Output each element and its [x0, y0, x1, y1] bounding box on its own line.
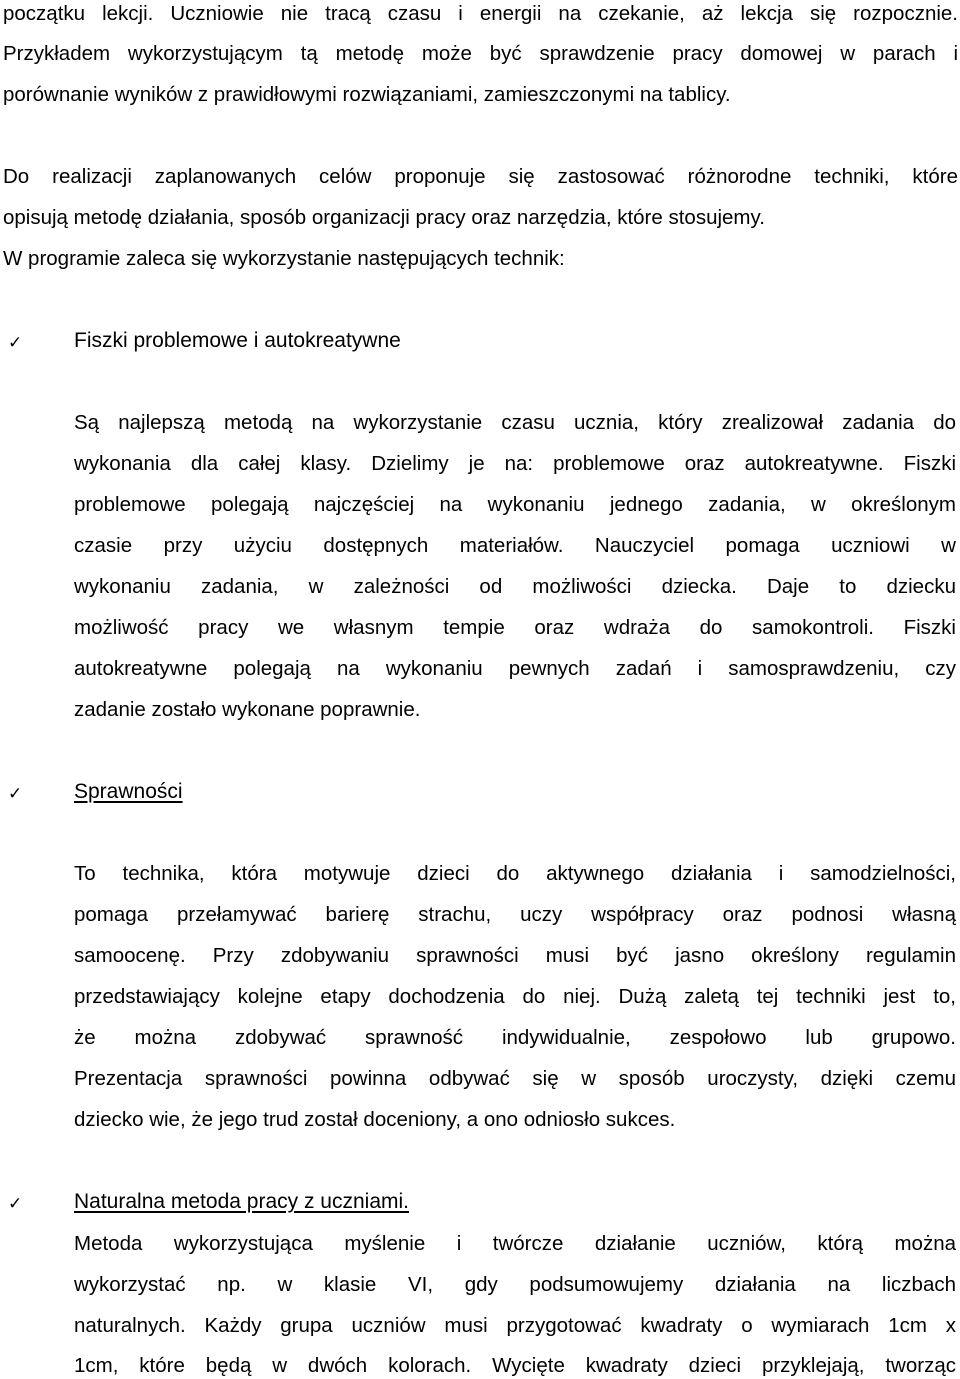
checkmark-icon: ✓ [8, 333, 23, 353]
section-sprawnosci-line-3: samoocenę. Przy zdobywaniu sprawności musi być jasno określony regulamin [74, 944, 956, 967]
section-naturalna-line-1: Metoda wykorzystująca myślenie i twórcze działanie uczniów, którą można [74, 1232, 956, 1255]
techniques-intro-line-2: opisują metodę działania, sposób organizacji pracy oraz narzędzia, które stosujemy. [3, 206, 765, 229]
section-fiszki-line-6: możliwość pracy we własnym tempie oraz wdraża do samokontroli. Fiszki [74, 616, 956, 639]
section-fiszki-line-7: autokreatywne polegają na wykonaniu pewnych zadań i samosprawdzeniu, czy [74, 657, 956, 680]
section-sprawnosci-line-1: To technika, która motywuje dzieci do aktywnego działania i samodzielności, [74, 862, 956, 885]
section-sprawnosci-line-2: pomaga przełamywać barierę strachu, uczy współpracy oraz podnosi własną [74, 903, 956, 926]
section-fiszki-line-1: Są najlepszą metodą na wykorzystanie czasu ucznia, który zrealizował zadania do [74, 411, 956, 434]
section-fiszki-line-8: zadanie zostało wykonane poprawnie. [74, 698, 421, 721]
section-fiszki-line-4: czasie przy użyciu dostępnych materiałów. Nauczyciel pomaga uczniowi w [74, 534, 956, 557]
section-fiszki-line-3: problemowe polegają najczęściej na wykonaniu jednego zadania, w określonym [74, 493, 956, 516]
section-sprawnosci-line-7: dziecko wie, że jego trud został doceniony, a ono odniosło sukces. [74, 1108, 676, 1131]
section-naturalna-line-2: wykorzystać np. w klasie VI, gdy podsumowujemy działania na liczbach [74, 1273, 956, 1296]
intro-line-1: początku lekcji. Uczniowie nie tracą czasu i energii na czekanie, aż lekcja się rozpocznie. [3, 2, 958, 25]
intro-line-3: porównanie wyników z prawidłowymi rozwiązaniami, zamieszczonymi na tablicy. [3, 83, 731, 106]
section-naturalna-line-3: naturalnych. Każdy grupa uczniów musi przygotować kwadraty o wymiarach 1cm x [74, 1314, 956, 1337]
section-fiszki-line-5: wykonaniu zadania, w zależności od możliwości dziecka. Daje to dziecku [74, 575, 956, 598]
section-heading-sprawnosci: Sprawności [74, 780, 183, 803]
section-sprawnosci-line-6: Prezentacja sprawności powinna odbywać się w sposób uroczysty, dzięki czemu [74, 1067, 956, 1090]
section-sprawnosci-line-4: przedstawiający kolejne etapy dochodzenia do niej. Dużą zaletą tej techniki jest to, [74, 985, 956, 1008]
section-fiszki-line-2: wykonania dla całej klasy. Dzielimy je na: problemowe oraz autokreatywne. Fiszki [74, 452, 956, 475]
section-heading-fiszki: Fiszki problemowe i autokreatywne [74, 329, 401, 352]
section-naturalna-line-4: 1cm, które będą w dwóch kolorach. Wycięte kwadraty dzieci przyklejają, tworząc [74, 1354, 956, 1377]
section-sprawnosci-line-5: że można zdobywać sprawność indywidualnie, zespołowo lub grupowo. [74, 1026, 956, 1049]
techniques-intro-line-3: W programie zaleca się wykorzystanie następujących technik: [3, 247, 565, 270]
checkmark-icon: ✓ [8, 1194, 23, 1214]
section-heading-naturalna-metoda: Naturalna metoda pracy z uczniami. [74, 1190, 409, 1213]
intro-line-2: Przykładem wykorzystującym tą metodę może być sprawdzenie pracy domowej w parach i [3, 42, 958, 65]
techniques-intro-line-1: Do realizacji zaplanowanych celów proponuje się zastosować różnorodne techniki, które [3, 165, 958, 188]
checkmark-icon: ✓ [8, 784, 23, 804]
